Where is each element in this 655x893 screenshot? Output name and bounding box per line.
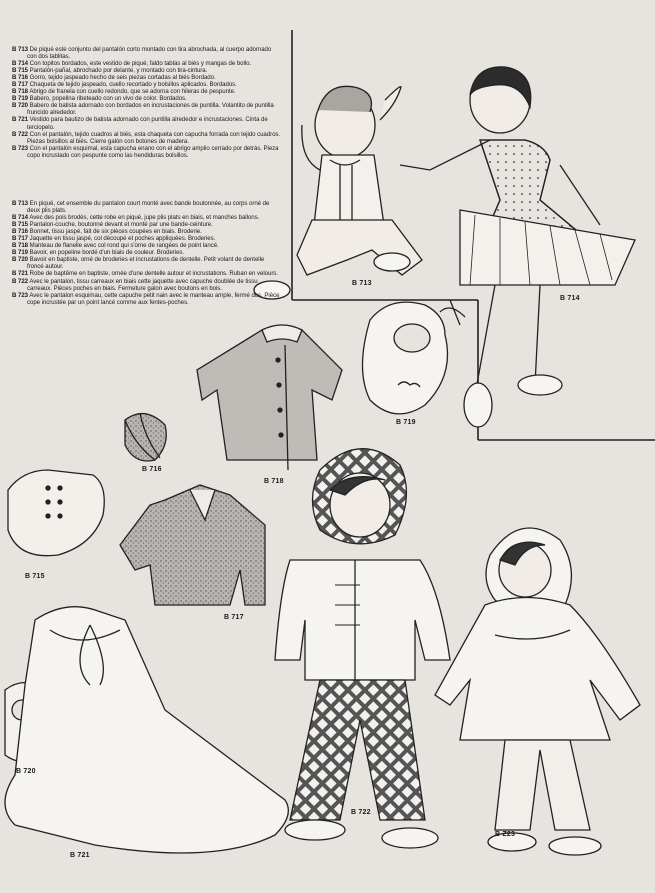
figure-b718-coat: [197, 325, 342, 470]
figure-label-b717: B 717: [224, 614, 244, 621]
figure-label-b722: B 722: [351, 809, 371, 816]
figure-label-b714: B 714: [560, 295, 580, 302]
description-entry-b717-fr: B 717 Jaquette en tissu jaspé, col découpé et poches appliquées. Broderies.: [12, 235, 216, 243]
figure-label-b723: B Z23: [495, 831, 516, 838]
description-entry-b716-fr: B 716 Bonnet, tissu jaspé, fait de six pièces coupées en biais. Broderie.: [12, 228, 202, 236]
description-entry-b716-es: B 716 Gorro, tejido jaspeado hecho de seis piezas cortadas al biés Bordado.: [12, 74, 216, 82]
figure-b722-child: [275, 449, 450, 848]
description-entry-b721-es: B 721 Vestido para bautizo de batista adornado con puntilla alrededor e incrustaciones. Cinta de terciopelo.: [12, 116, 268, 131]
figure-b723-child: [435, 528, 640, 855]
description-entry-b714-fr: B 714 Avec des pois brodés, cette robe en piqué, jupe plis plats en biais, et manches ballons.: [12, 214, 260, 222]
figure-label-b715: B 715: [25, 573, 45, 580]
description-entry-b719-fr: B 719 Bavoir, en popeline bordé d'un biais de couleur. Broderies.: [12, 249, 185, 257]
description-entry-b713-es: B 713 De piqué este conjunto del pantalón corto montado con tira abrochada, al cuerpo adornado con dos tablitas.: [12, 46, 272, 61]
description-entry-b718-fr: B 718 Manteau de flanelle avec col rond qui s'orne de rangées de point lancé.: [12, 242, 219, 250]
description-entry-b715-fr: B 715 Pantalon-couche, boutonné devant et monté par une bande-ceinture.: [12, 221, 213, 229]
figure-label-b716: B 716: [142, 466, 162, 473]
figure-b716-cap: [125, 413, 166, 461]
french-description-list: [12, 200, 282, 306]
description-entry-b720-es: B 720 Babero de batista adornado con bordados en incrustaciones de puntilla. Volantito de puntilla fruncido alrededor.: [12, 102, 274, 117]
description-entry-b721-fr: B 721 Robe de baptême en baptiste, ornée d'une dentelle autour et incrustations. Ruban en velours.: [12, 270, 278, 278]
figure-b717-jacket: [120, 485, 265, 605]
spanish-description-list: [12, 46, 282, 159]
description-entry-b723-es: B 723 Con el pantalón esquimal, esta capucha enano con el abrigo amplio cerrado por detrás. Pieza copo incrustado con pespunte como las hendiduras bolsillos.: [12, 144, 279, 159]
figure-b715-pants: [8, 470, 104, 556]
description-entry-b722-es: B 722 Con el pantalón, tejido cuadros al biés, esta chaqueta con capucha forrada con tejido cuadros. Piezas bolsillos al biés. Cierre galón con botones de madera.: [12, 130, 281, 145]
figure-b721-gown: [5, 607, 288, 853]
figure-label-b720: B 720: [16, 768, 36, 775]
description-entry-b719-es: B 719 Babero, popelina ribeteado con un vivo de color. Bordados.: [12, 95, 187, 103]
description-entry-b714-es: B 714 Con topitos bordados, este vestido de piqué, faldo tablas al biés y mangas de bollo.: [12, 60, 252, 68]
figure-label-b713: B 713: [352, 280, 372, 287]
description-entry-b723-fr: B 723 Avec le pantalon esquimau, cette capuche petit nain avec le manteau ample, fermé dos. Pièce cope incrustée par un point lancé comme aux fentes-poches.: [12, 291, 280, 306]
figure-label-b719: B 719: [396, 419, 416, 426]
description-entry-b722-fr: B 722 Avec le pantalon, tissu carreaux en biais cette jaquette avec capuche doublée de tissu carreaux. Pièces poches en biais. Fermeture galon avec boutons en bois.: [12, 277, 258, 292]
figure-label-b718: B 718: [264, 478, 284, 485]
description-entry-b718-es: B 718 Abrigo de franela con cuello redondo, que se adorna con hileras de pespunte.: [12, 88, 236, 96]
description-entry-b713-fr: B 713 En piqué, cet ensemble du pantalon court monté avec bande boutonnée, au corps orné de deux plis plats.: [12, 200, 270, 215]
figure-label-b721: B 721: [70, 852, 90, 859]
description-entry-b715-es: B 715 Pantalón-pañal, abrochado por delante, y montado con tira-cintura.: [12, 67, 208, 75]
description-entry-b717-es: B 717 Chaqueta de tejido jaspeado, cuello recortado y bolsillos aplicados. Bordados.: [12, 81, 237, 89]
figure-b719-bib: [363, 300, 466, 414]
description-entry-b720-fr: B 720 Bavoir en baptiste, orné de broderies et incrustations de dentelle. Petit volant de dentelle froncé autour.: [12, 256, 265, 271]
